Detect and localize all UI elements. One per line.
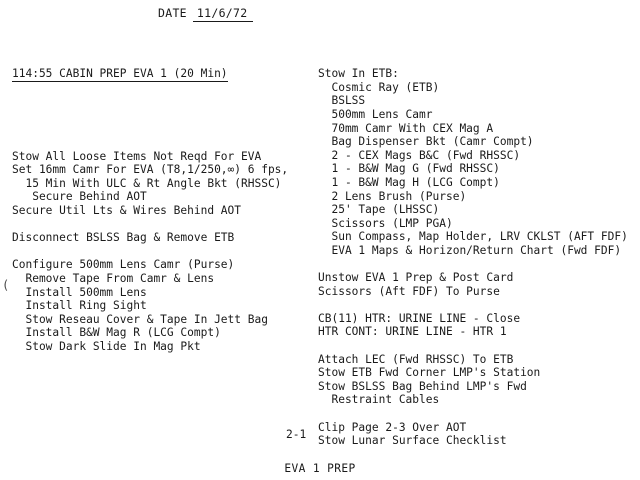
spacer (318, 407, 640, 421)
checklist-line: Stow ETB Fwd Corner LMP's Station (318, 366, 541, 380)
checklist-line: Configure 500mm Lens Camr (Purse) (12, 258, 235, 272)
date-label: DATE (158, 6, 187, 20)
checklist-line: 500mm Lens Camr (318, 107, 433, 121)
checklist-line: 15 Min With ULC & Rt Angle Bkt (RHSSC) (12, 176, 282, 190)
checklist-line: 2 Lens Brush (Purse) (318, 189, 467, 203)
checklist-line: Set 16mm Camr For EVA (T8,1/250,∞) 6 fps, (12, 163, 289, 177)
checklist-line: Cosmic Ray (ETB) (318, 80, 440, 94)
left-column-blocks (12, 150, 312, 354)
checklist-line: 70mm Camr With CEX Mag A (318, 121, 494, 135)
checklist-line: Stow All Loose Items Not Reqd For EVA (12, 149, 262, 163)
right-column (318, 40, 640, 475)
checklist-line: Restraint Cables (318, 393, 440, 407)
checklist-line: 1 - B&W Mag H (LCG Compt) (318, 175, 500, 189)
right-column-blocks (318, 67, 640, 448)
date-row (158, 6, 253, 22)
checklist-line: HTR CONT: URINE LINE - HTR 1 (318, 325, 507, 339)
checklist-line: Bag Dispenser Bkt (Camr Compt) (318, 135, 534, 149)
date-value: 11/6/72 (193, 6, 254, 22)
spacer (12, 218, 312, 232)
page-number: 2-1 (286, 428, 307, 441)
page-footer: EVA 1 PREP (284, 462, 356, 475)
left-column-title-row (12, 67, 312, 82)
left-column (12, 40, 312, 381)
checklist-line: CB(11) HTR: URINE LINE - Close (318, 311, 521, 325)
checklist-line: BSLSS (318, 94, 366, 108)
checklist-line: Sun Compass, Map Holder, LRV CKLST (AFT FDF) (318, 230, 628, 244)
checklist-line: Secure Util Lts & Wires Behind AOT (12, 204, 242, 218)
checklist-line: 1 - B&W Mag G (Fwd RHSSC) (318, 162, 500, 176)
spacer (318, 258, 640, 272)
margin-mark: ( (2, 278, 10, 292)
checklist-line: Stow BSLSS Bag Behind LMP's Fwd (318, 379, 527, 393)
checklist-line: Stow In ETB: (318, 67, 399, 81)
spacer (12, 109, 312, 123)
checklist-line: Attach LEC (Fwd RHSSC) To ETB (318, 352, 514, 366)
checklist-line: Clip Page 2-3 Over AOT (318, 420, 467, 434)
checklist-line: 2 - CEX Mags B&C (Fwd RHSSC) (318, 148, 521, 162)
checklist-line: Install B&W Mag R (LCG Compt) (12, 326, 221, 340)
checklist-line: EVA 1 Maps & Horizon/Return Chart (Fwd FDF) (318, 243, 622, 257)
checklist-line: Remove Tape From Camr & Lens (12, 272, 215, 285)
checklist-line: Disconnect BSLSS Bag & Remove ETB (12, 231, 235, 245)
checklist-line: Unstow EVA 1 Prep & Post Card (318, 271, 514, 285)
checklist-line: Install 500mm Lens (12, 285, 147, 299)
checklist-line: Stow Dark Slide In Mag Pkt (12, 339, 201, 353)
checklist-line: Stow Lunar Surface Checklist (318, 434, 507, 448)
spacer (12, 245, 312, 259)
checklist-line: Install Ring Sight (12, 299, 147, 313)
checklist-line: 25' Tape (LHSSC) (318, 203, 440, 217)
checklist-line: Scissors (Aft FDF) To Purse (318, 284, 500, 298)
left-column-title: 114:55 CABIN PREP EVA 1 (20 Min) (12, 67, 228, 81)
spacer (318, 298, 640, 312)
checklist-line: Stow Reseau Cover & Tape In Jett Bag (12, 312, 268, 326)
checklist-line: Scissors (LMP PGA) (318, 216, 453, 230)
spacer (318, 339, 640, 353)
checklist-line: Secure Behind AOT (12, 190, 147, 204)
